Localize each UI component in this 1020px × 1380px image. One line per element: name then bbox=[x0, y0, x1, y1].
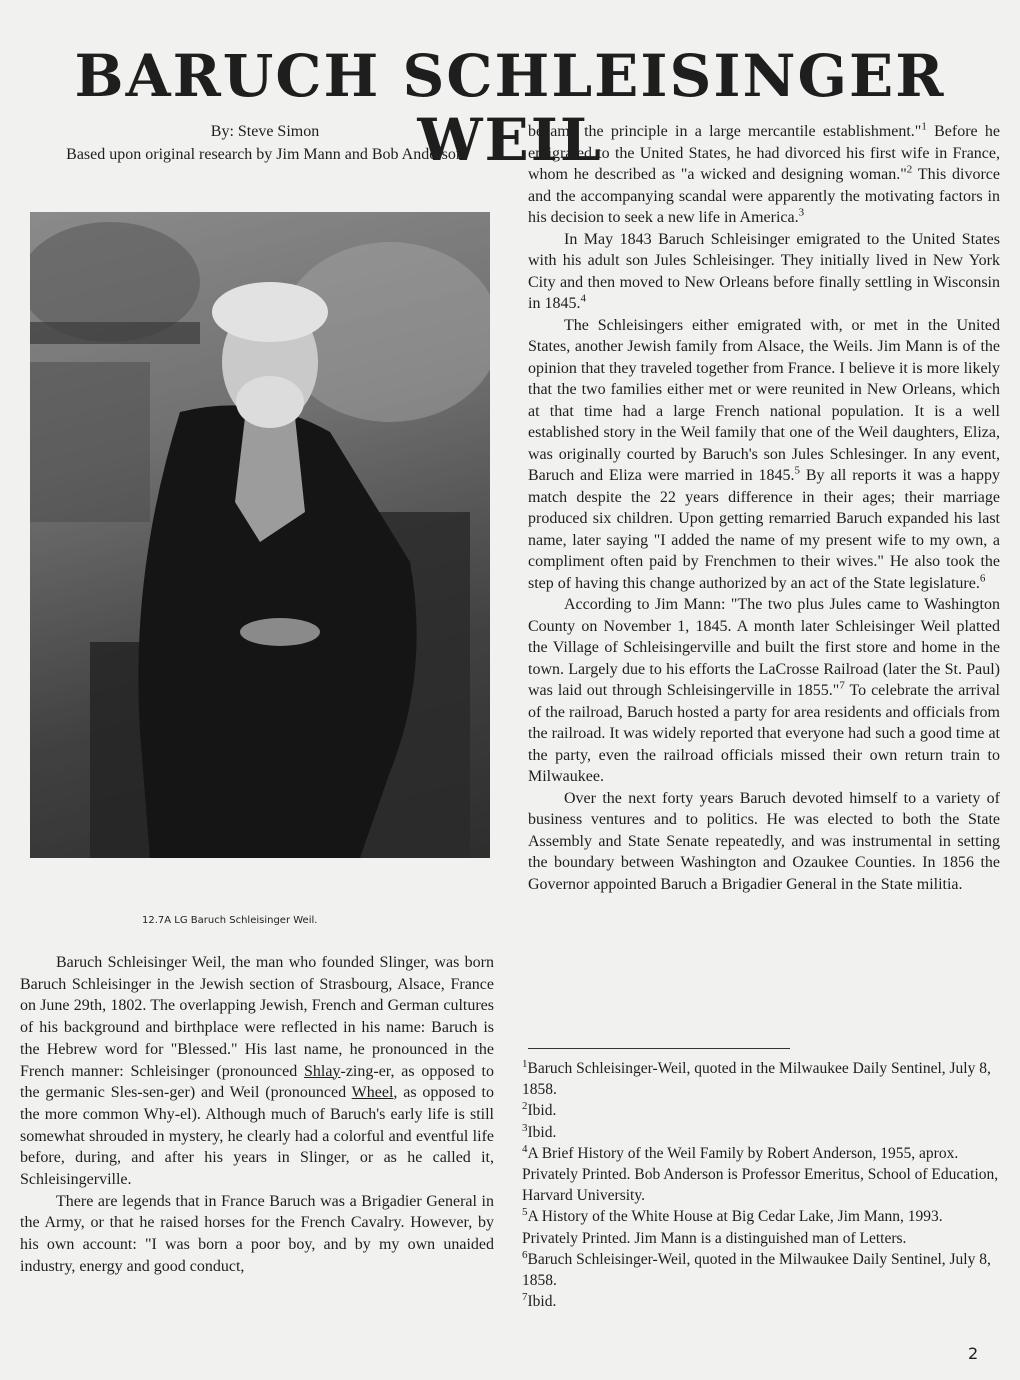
photo-caption: 12.7A LG Baruch Schleisinger Weil. bbox=[142, 915, 318, 926]
footnote: $^7$Ibid. bbox=[522, 1291, 557, 1311]
footnote-divider bbox=[528, 1048, 790, 1049]
paragraph: became the principle in a large mercantile establishment."$^1$ Before he emigrated to the United States, he had divorced his first wife in France, whom he described as "a wicked and designing woman."$^2$ This divorce and the accompanying scandal were apparently the motivating factors in his decision to seek a new life in America.$^3$ bbox=[528, 120, 1000, 226]
portrait-photo bbox=[30, 212, 490, 858]
article-title: BARUCH SCHLEISINGER WEIL bbox=[74, 42, 946, 174]
paragraph: Baruch Schleisinger Weil, the man who founded Slinger, was born Baruch Schleisinger in the Jewish section of Strasbourg, Alsace, France on June 29th, 1802. The overlapping Jewish, French and German cultures of his background and birthplace were reflected in his name: Baruch is the Hebrew word for "Blessed." His last name, he pronounced in the French manner: Schleisinger (pronounced Shlay-zing-er, as opposed to the germanic Sles-sen-ger) and Weil (pronounced Wheel, as opposed to the more common Why-el). Although much of Baruch's early life is still somewhat shrouded in mystery, he clearly had a colorful and eventful life before, during, and after his years in Slinger, or as he called it, Schleisingerville. bbox=[20, 954, 494, 1189]
right-column bbox=[528, 121, 1000, 895]
paragraph: In May 1843 Baruch Schleisinger emigrated to the United States with his adult son Jules Schleisinger. They initially lived in New York City and then moved to New Orleans before finally settling in Wisconsin in 1845.$^4$ bbox=[528, 230, 1000, 312]
page-number: 2 bbox=[968, 1344, 979, 1363]
footnote: $^6$Baruch Schleisinger-Weil, quoted in the Milwaukee Daily Sentinel, July 8, 1858. bbox=[522, 1248, 991, 1290]
footnote: $^2$Ibid. bbox=[522, 1100, 557, 1120]
footnote: $^3$Ibid. bbox=[522, 1121, 557, 1141]
research-credit: Based upon original research by Jim Mann and Bob Anderson bbox=[66, 146, 464, 163]
paragraph: Over the next forty years Baruch devoted himself to a variety of business ventures and to politics. He was elected to both the State Assembly and State Senate repeatedly, and was instrumental in setting the boundary between Washington and Ozaukee Counties. In 1856 the Governor appointed Baruch a Brigadier General in the State militia. bbox=[528, 789, 1000, 893]
paragraph: According to Jim Mann: "The two plus Jules came to Washington County on November 1, 1845. A month later Schleisinger Weil platted the Village of Schleisingerville and built the first store and home in the town. Largely due to his efforts the LaCrosse Railroad (later the St. Paul) was laid out through Schleisingerville in 1855."$^7$ To celebrate the arrival of the railroad, Baruch hosted a party for area residents and officials from the railroad. It was widely reported that everyone had such a good time at the party, even the railroad officials missed their own return train to Milwaukee. bbox=[528, 596, 1001, 785]
pronunciation-shlay: Shlay bbox=[304, 1062, 341, 1080]
footnote: $^5$A History of the White House at Big Cedar Lake, Jim Mann, 1993. Privately Printed. Jim Mann is a distinguished man of Letters. bbox=[522, 1206, 943, 1247]
left-column bbox=[20, 952, 494, 1278]
portrait-illustration bbox=[30, 212, 490, 858]
byline bbox=[30, 120, 500, 166]
paragraph: There are legends that in France Baruch was a Brigadier General in the Army, or that he raised horses for the French Cavalry. However, by his own account: "I was born a poor boy, and by my own unaided industry, energy and good conduct, bbox=[20, 1192, 494, 1275]
footnotes bbox=[522, 1058, 1000, 1312]
paragraph: The Schleisingers either emigrated with, or met in the United States, another Jewish family from Alsace, the Weils. Jim Mann is of the opinion that they traveled together from France. I believe it is more likely that the two families either met or were reunited in New Orleans, which at that time had a large French national population. It is a well established story in the Weil family that one of the Weil daughters, Eliza, was originally courted by Baruch's son Jules Schlesinger. In any event, Baruch and Eliza were married in 1845.$^5$ By all reports it was a happy match despite the 22 years difference in their ages; their marriage produced six children. Upon getting remarried Baruch expanded his last name, later saying "I added the name of my present wife to my own, a compliment often paid by Frenchmen to their wives." He also took the step of having this change authorized by an act of the State legislature.$^6$ bbox=[528, 316, 1000, 592]
footnote: $^1$Baruch Schleisinger-Weil, quoted in the Milwaukee Daily Sentinel, July 8, 1858. bbox=[522, 1057, 991, 1099]
footnote: $^4$A Brief History of the Weil Family by Robert Anderson, 1955, aprox. Privately Printed. Bob Anderson is Professor Emeritus, School of Education, Harvard University. bbox=[522, 1142, 999, 1205]
pronunciation-wheel: Wheel bbox=[351, 1084, 394, 1102]
author-line: By: Steve Simon bbox=[210, 123, 320, 140]
